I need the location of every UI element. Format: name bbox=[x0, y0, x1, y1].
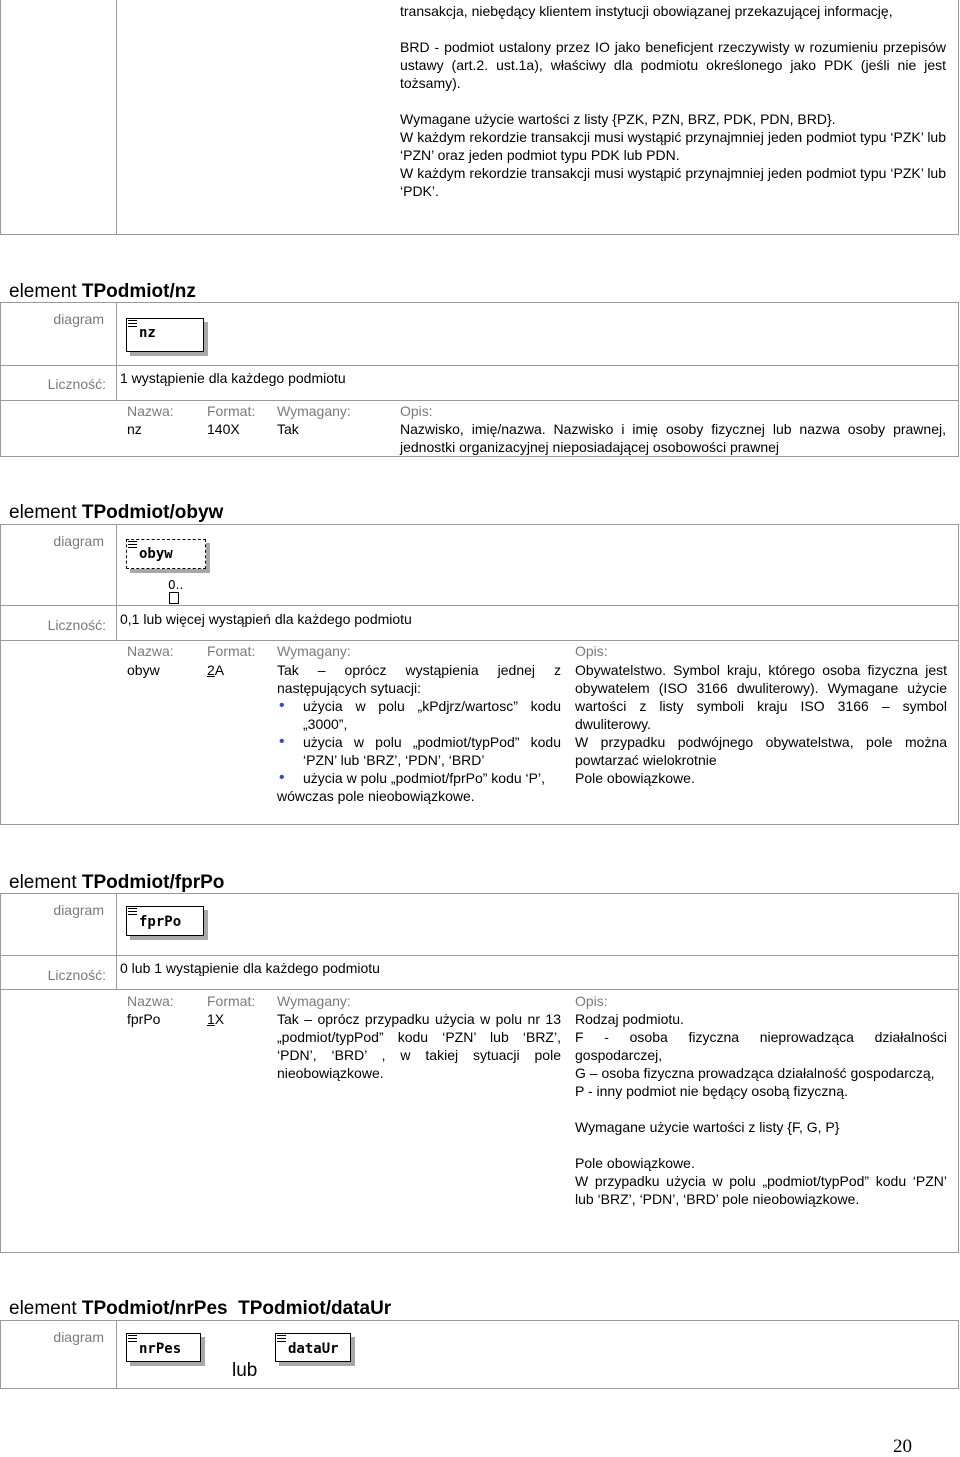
top-rule2: W każdym rekordzie transakcji musi wystąpić przynajmniej jeden podmiot typu ‘PZK’ lub ‘PDK’. bbox=[400, 165, 946, 199]
obyw-occurrence bbox=[168, 578, 183, 606]
top-list-rule: Wymagane użycie wartości z listy {PZK, PZN, BRZ, PDK, PDN, BRD}. bbox=[400, 111, 836, 127]
nz-diagram-text: nz bbox=[139, 325, 156, 341]
page-number: 20 bbox=[893, 1436, 912, 1457]
obyw-cardinality: 0,1 lub więcej wystąpień dla każdego podmiotu bbox=[120, 611, 412, 627]
fprPo-heading-name: TPodmiot/fprPo bbox=[81, 872, 225, 893]
fprPo-desc-p: P - inny podmiot nie będący osobą fizyczną. bbox=[575, 1083, 848, 1099]
fprPo-col-format: Format: bbox=[207, 993, 256, 1009]
obyw-heading bbox=[9, 502, 223, 524]
obyw-cardinality-label: Liczność: bbox=[47, 617, 106, 633]
nz-desc-lead: Nazwisko, imię/nazwa. bbox=[400, 421, 546, 437]
nrPes-heading bbox=[9, 1298, 391, 1320]
obyw-heading-name: TPodmiot/obyw bbox=[81, 502, 224, 523]
fprPo-cardinality-label: Liczność: bbox=[47, 967, 106, 983]
dataUr-diagram-text: dataUr bbox=[288, 1341, 339, 1357]
nz-cardinality: 1 wystąpienie dla każdego podmiotu bbox=[120, 370, 346, 386]
fprPo-col-opis: Opis: bbox=[575, 993, 608, 1009]
nz-cardinality-label: Liczność: bbox=[47, 376, 106, 392]
nz-heading bbox=[9, 281, 196, 303]
nz-col-nazwa: Nazwa: bbox=[127, 403, 174, 419]
obyw-format-suffix: A bbox=[214, 662, 225, 678]
fprPo-cardinality: 0 lub 1 wystąpienie dla każdego podmiotu bbox=[120, 960, 380, 976]
obyw-required-intro: Tak – oprócz wystąpienia jednej z następujących sytuacji: bbox=[277, 662, 561, 696]
nz-format: 140X bbox=[207, 421, 240, 437]
obyw-heading-prefix: element bbox=[9, 502, 77, 523]
obyw-occurrence-text: 0.. bbox=[168, 578, 184, 592]
obyw-description bbox=[575, 661, 947, 787]
fprPo-desc-oblig: Pole obowiązkowe. bbox=[575, 1155, 695, 1171]
nz-col-opis: Opis: bbox=[400, 403, 433, 419]
fprPo-heading bbox=[9, 872, 224, 894]
fprPo-description bbox=[575, 1010, 947, 1208]
obyw-diagram-label: diagram bbox=[53, 533, 104, 549]
nz-row-sep1 bbox=[0, 365, 959, 366]
fprPo-format bbox=[207, 1010, 224, 1028]
obyw-col-opis: Opis: bbox=[575, 643, 608, 659]
obyw-row-sep1 bbox=[0, 605, 959, 606]
fprPo-heading-prefix: element bbox=[9, 872, 77, 893]
obyw-col-format: Format: bbox=[207, 643, 256, 659]
obyw-format-main: 2 bbox=[207, 662, 215, 678]
top-table-divider bbox=[116, 0, 117, 235]
obyw-required-outro: wówczas pole nieobowiązkowe. bbox=[277, 788, 475, 804]
fprPo-desc-note: W przypadku użycia w polu „podmiot/typPod” kodu ‘PZN’ lub ‘BRZ’, ‘PDN’, ‘BRD’ pole nieobowiązkowe. bbox=[575, 1173, 947, 1207]
nrPes-table-divider bbox=[116, 1320, 117, 1389]
fprPo-col-nazwa: Nazwa: bbox=[127, 993, 174, 1009]
nrPes-or: lub bbox=[232, 1360, 258, 1381]
fprPo-format-main: 1 bbox=[207, 1011, 215, 1027]
obyw-desc2: W przypadku podwójnego obywatelstwa, pole można powtarzać wielokrotnie bbox=[575, 734, 947, 768]
nrPes-diagram-label: diagram bbox=[53, 1329, 104, 1345]
obyw-desc1: Obywatelstwo. Symbol kraju, którego osoba fizyczna jest obywatelem (ISO 3166 dwuliterowy). Wymagane użycie wartości z listy symboli kraju ISO 3166 – symbol dwuliterowy. bbox=[575, 662, 947, 732]
fprPo-desc-f: F - osoba fizyczna nieprowadząca działalności gospodarczej, bbox=[575, 1029, 947, 1063]
top-rule1: W każdym rekordzie transakcji musi wystąpić przynajmniej jeden podmiot typu ‘PZK’ lub ‘PZN’ oraz jeden podmiot typu PDK lub PDN. bbox=[400, 129, 946, 163]
fprPo-desc-list: Wymagane użycie wartości z listy {F, G, P} bbox=[575, 1119, 840, 1135]
nz-desc-rest: Nazwisko i imię osoby fizycznej lub nazwa osoby prawnej, jednostki organizacyjnej nieposiadającej osobowości prawnej bbox=[400, 421, 946, 455]
fprPo-row-sep1 bbox=[0, 955, 959, 956]
fprPo-name: fprPo bbox=[127, 1011, 161, 1027]
nrPes-heading-prefix: element bbox=[9, 1298, 77, 1319]
top-brd: BRD - podmiot ustalony przez IO jako beneficjent rzeczywisty w rozumieniu przepisów ustawy (art.2. ust.1a), właściwy dla podmiotu określonego jako PDK (jeśli nie jest tożsamy). bbox=[400, 39, 946, 91]
fprPo-required: Tak – oprócz przypadku użycia w polu nr 13 „podmiot/typPod” kodu ‘PZN’ lub ‘BRZ’, ‘PDN’, ‘BRD’ , w takiej sytuacji pole nieobowiązkowe. bbox=[277, 1011, 561, 1081]
fprPo-desc-title: Rodzaj podmiotu. bbox=[575, 1011, 684, 1027]
obyw-row-sep2 bbox=[0, 640, 959, 641]
top-line1: transakcja, niebędący klientem instytucji obowiązanej przekazującej informację, bbox=[400, 3, 893, 19]
nrPes-heading-name-b: TPodmiot/dataUr bbox=[238, 1298, 392, 1319]
nz-col-format: Format: bbox=[207, 403, 256, 419]
nz-col-wymagany: Wymagany: bbox=[277, 403, 351, 419]
obyw-col-wymagany: Wymagany: bbox=[277, 643, 351, 659]
nz-diagram-label: diagram bbox=[53, 311, 104, 327]
nz-row-sep2 bbox=[0, 400, 959, 401]
nz-description bbox=[400, 420, 946, 456]
nz-table-divider bbox=[116, 302, 117, 400]
fprPo-row-sep2 bbox=[0, 989, 959, 990]
obyw-desc3: Pole obowiązkowe. bbox=[575, 770, 695, 786]
fprPo-desc-g: G – osoba fizyczna prowadząca działalność gospodarczą, bbox=[575, 1065, 935, 1081]
obyw-format bbox=[207, 661, 224, 679]
obyw-required-item: • użycia w polu „kPdjrz/wartosc” kodu „3000”, bbox=[303, 697, 561, 733]
nz-heading-prefix: element bbox=[9, 281, 77, 302]
top-cell-text bbox=[400, 2, 946, 200]
nz-name: nz bbox=[127, 421, 142, 437]
obyw-required bbox=[277, 661, 561, 805]
fprPo-table-divider bbox=[116, 893, 117, 989]
obyw-required-item: • użycia w polu „podmiot/fprPo” kodu ‘P’, bbox=[303, 769, 561, 787]
fprPo-diagram-text: fprPo bbox=[139, 914, 182, 930]
nrPes-heading-name-a: TPodmiot/nrPes bbox=[81, 1298, 228, 1319]
fprPo-format-suffix: X bbox=[214, 1011, 225, 1027]
obyw-name: obyw bbox=[127, 662, 160, 678]
nrPes-diagram-text: nrPes bbox=[139, 1341, 182, 1357]
infinity-icon bbox=[169, 592, 179, 604]
fprPo-col-wymagany: Wymagany: bbox=[277, 993, 351, 1009]
obyw-required-item: • użycia w polu „podmiot/typPod” kodu ‘PZN’ lub ‘BRZ’, ‘PDN’, ‘BRD’ bbox=[303, 733, 561, 769]
obyw-diagram-text: obyw bbox=[139, 546, 173, 562]
fprPo-diagram-label: diagram bbox=[53, 902, 104, 918]
obyw-table-divider bbox=[116, 524, 117, 640]
nz-required: Tak bbox=[277, 421, 299, 437]
nz-heading-name: TPodmiot/nz bbox=[81, 281, 196, 302]
obyw-col-nazwa: Nazwa: bbox=[127, 643, 174, 659]
